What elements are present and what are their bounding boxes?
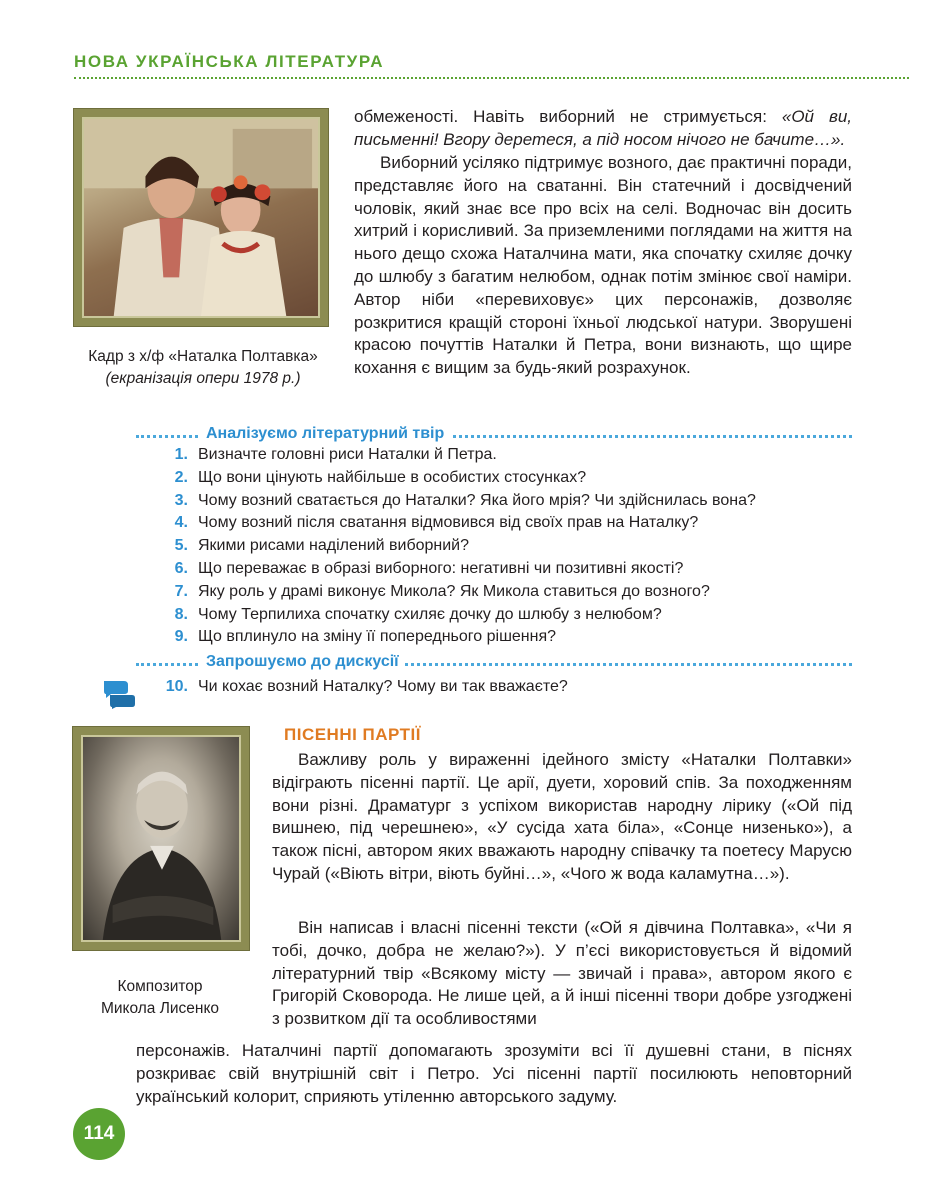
- question-number: 9.: [174, 628, 188, 646]
- intro-paragraph-2: Виборний усіляко підтримує возного, дає практичні поради, представляє його на сватанні. Він статечний і досвідчений чоловік, який знає все про всіх на селі. Водночас він досить хитрий і корисливий. За приземленими поглядами на життя на нього дещо схожа Наталчина мати, яка спочатку схиляє дочку до шлюбу з багатим нелюбом, однак потім змінює свої наміри. Автор ніби «перевиховує» цих персонажів, дозволяє розкритися кращій стороні їхньої людської натури. Зворушені красою почуттів Наталки й Петра, вони визнають, що щире кохання є вищим за будь-який розрахунок.: [354, 153, 852, 378]
- question-text: Що вплинуло на зміну її попереднього рішення?: [198, 628, 557, 646]
- lysenko-caption-name: Микола Лисенко: [100, 1000, 220, 1017]
- question-text: Чому возний після сватання відмовився від своїх прав на Наталку?: [198, 514, 699, 532]
- discussion-section-bar: [136, 653, 852, 673]
- intro-paragraph-1: [354, 106, 852, 152]
- film-still-caption-title: Кадр з х/ф «Наталка Полтавка»: [88, 348, 318, 365]
- question-item: [154, 581, 756, 604]
- question-number: 6.: [174, 559, 188, 577]
- discussion-question-list: [154, 676, 568, 699]
- header-dotted-rule: [74, 77, 909, 79]
- songs-paragraph-2: Він написав і власні пісенні тексти («Ой я дівчина Полтавка», «Чи я тобі, дочко, добра не желаю?»). У п’єсі використовується й відомий літературний твір «Всякому місту — звичай і права», автором якого є Григорій Сковорода. Не лише цей, а й інші пісенні твори добре узгоджені з розвитком дії та особливостями: [272, 918, 852, 1029]
- question-item: [154, 490, 756, 513]
- question-text: Що переважає в образі виборного: негативні чи позитивні якості?: [198, 559, 684, 577]
- songs-paragraph-1: Важливу роль у вираженні ідейного змісту «Наталки Полтавки» відіграють пісенні партії. Це арії, дуети, хоровий спів. За походженням вони різні. Драматург з успіхом використав народну лірику («Ой під вишнею, під черешнею», «У сусіда хата біла», «Сонце низенько»), а також пісні, автором яких вважають народну співачку та поетесу Марусю Чурай («Віють вітри, віють буйні…», «Чого ж вода каламутна…»).: [272, 750, 852, 883]
- page-number-badge: 114: [73, 1108, 125, 1160]
- running-header: НОВА УКРАЇНСЬКА ЛІТЕРАТУРА: [74, 52, 385, 71]
- question-text: Якими рисами наділений виборний?: [198, 537, 470, 555]
- lysenko-portrait-image: [83, 737, 239, 940]
- question-item: [154, 558, 756, 581]
- question-item: [154, 535, 756, 558]
- intro-paragraph-1-quote: «Ой ви, письменні! Вгору деретеся, а під носом нічого не бачите…».: [354, 107, 852, 149]
- film-still-image: [84, 119, 318, 316]
- question-number: 7.: [174, 582, 188, 600]
- question-text: Визначте головні риси Наталки й Петра.: [198, 446, 497, 463]
- question-number: 1.: [174, 446, 188, 463]
- lysenko-portrait-photo: [72, 726, 250, 951]
- question-text: Чому Терпилиха спочатку схиляє дочку до шлюбу з нелюбом?: [198, 605, 662, 623]
- question-number: 10.: [165, 678, 188, 695]
- question-item: [154, 512, 756, 535]
- question-number: 8.: [174, 605, 188, 623]
- film-still-caption-note: (екранізація опери 1978 р.): [105, 370, 301, 387]
- lysenko-caption: [80, 976, 240, 1020]
- intro-paragraph-1-text: обмеженості. Навіть виборний не стримується:: [354, 107, 782, 126]
- analysis-section-bar: [136, 425, 852, 445]
- question-number: 3.: [174, 491, 188, 509]
- discussion-section-title: Запрошуємо до дискусії: [200, 653, 405, 671]
- songs-section-title: ПІСЕННІ ПАРТІЇ: [284, 725, 421, 744]
- question-text: Чи кохає возний Наталку? Чому ви так вважаєте?: [198, 678, 568, 695]
- question-item: [154, 444, 756, 467]
- songs-paragraph-3: персонажів. Наталчині партії допомагають зрозуміти всі її душевні стани, в піснях розкриває свій внутрішній світ і Петро. Усі пісенні партії посилюють неповторний український колорит, сприяють утіленню авторського задуму.: [136, 1041, 852, 1106]
- film-still-caption: [58, 346, 348, 390]
- question-text: Яку роль у драмі виконує Микола? Як Микола ставиться до возного?: [198, 582, 710, 600]
- lysenko-caption-role: Композитор: [117, 978, 203, 995]
- question-item: [154, 467, 756, 490]
- film-still-photo: [73, 108, 329, 327]
- question-number: 4.: [174, 514, 188, 532]
- analysis-section-title: Аналізуємо літературний твір: [200, 425, 450, 443]
- question-item: [154, 604, 756, 627]
- question-text: Що вони цінують найбільше в особистих стосунках?: [198, 468, 587, 486]
- question-number: 2.: [174, 468, 188, 486]
- question-item: [154, 626, 756, 649]
- analysis-question-list: [154, 444, 756, 649]
- question-text: Чому возний сватається до Наталки? Яка його мрія? Чи здійснилась вона?: [198, 491, 756, 509]
- chat-bubbles-icon: [102, 679, 136, 709]
- question-item: [154, 676, 568, 699]
- question-number: 5.: [174, 537, 188, 555]
